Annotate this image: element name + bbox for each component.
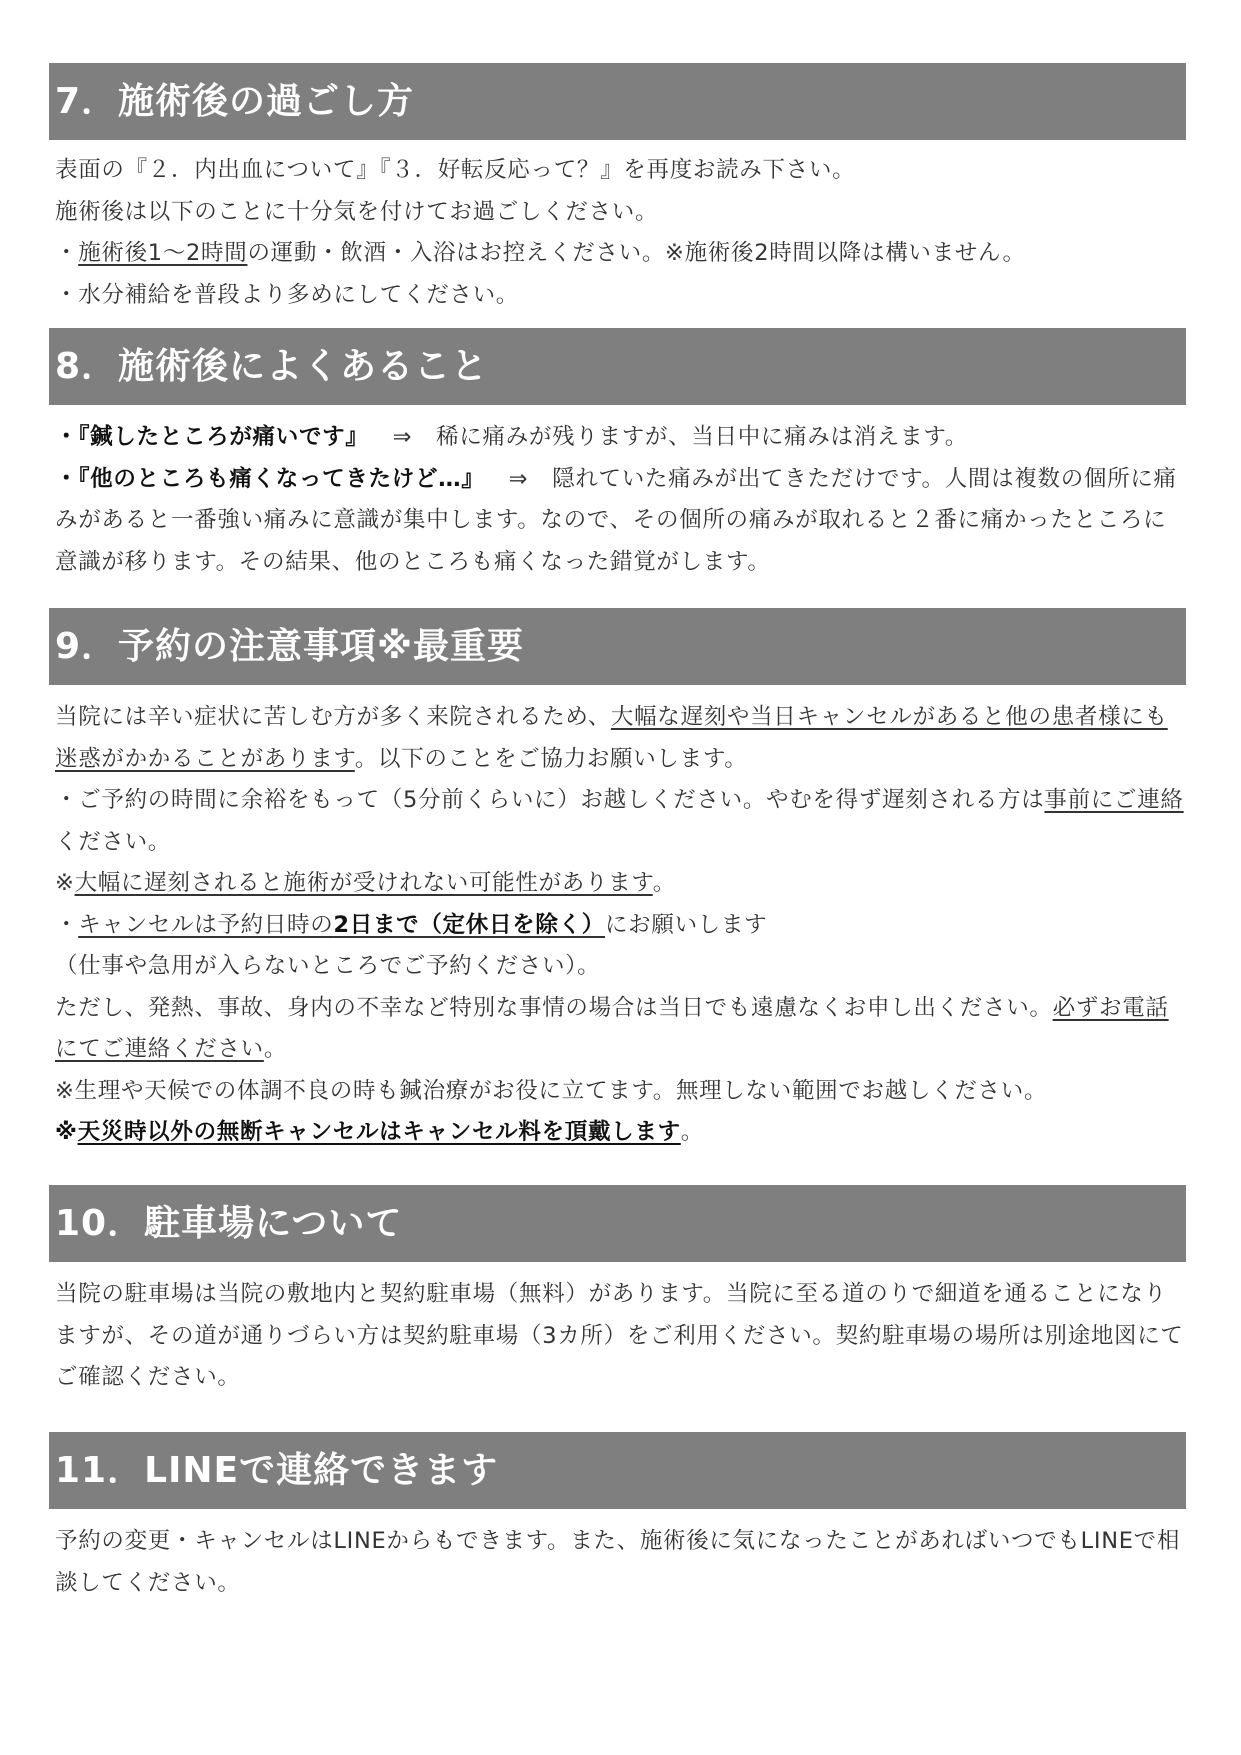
section-9-body [49,697,1186,1154]
underlined-text: 事前にご連絡 [1044,787,1184,813]
underlined-text: 大幅な遅刻や当日キャンセルがあると他の患者様にも迷惑がかかることがあります [55,704,1168,772]
bullet-item [55,780,1184,863]
faq-answer: 隠れていた痛みが出てきただけです。人間は複数の個所に痛みがあると一番強い痛みに意識が集中します。なので、その個所の痛みが取れると２番に痛かったところに意識が移ります。その結果、他のところも痛くなった錯覚がします。 [55,465,1177,575]
arrow-icon: ⇒ [392,424,413,450]
text: の運動・飲酒・入浴はお控えください。※施術後2時間以降は構いません。 [247,240,1026,266]
arrow-icon: ⇒ [508,465,529,492]
paragraph [55,697,1184,780]
section-9-heading: 9．予約の注意事項※最重要 [49,608,1186,685]
faq-question: 『他のところも痛くなってきたけど…』 [78,465,485,492]
section-9 [49,608,1186,1154]
text: 。 [680,1119,704,1145]
section-10-heading: 10．駐車場について [49,1185,1186,1262]
underlined-text: 大幅に遅刻されると施術が受けれない可能性があります [74,870,653,896]
section-7 [49,63,1186,316]
note: ※生理や天候での体調不良の時も鍼治療がお役に立てます。無理しない範囲でお越しください。 [55,1077,1048,1104]
text: 。以下のことをご協力お願いします。 [354,745,748,772]
section-11 [49,1432,1186,1604]
faq-question: 『鍼したところが痛いです』 [78,424,369,450]
section-10 [49,1185,1186,1399]
note [55,863,1184,905]
text: 。 [652,870,676,896]
section-11-body [49,1521,1186,1604]
text: にお願いします [604,911,768,938]
section-11-heading: 11．LINEで連絡できます [49,1432,1186,1509]
section-10-body [49,1274,1186,1399]
underlined-text: 施術後1〜2時間 [78,240,248,266]
bullet-item [55,905,1184,947]
text: ・ [55,911,79,938]
bullet: ・ [55,424,79,450]
paragraph: （仕事や急用が入らないところでご予約ください）。 [55,953,601,979]
section-7-body [49,150,1186,316]
underlined-text [78,912,605,938]
faq-item [55,459,1184,584]
underlined-text: 必ずお電話にてご連絡ください [55,994,1169,1062]
paragraph: 表面の『２．内出血について』『３．好転反応って？』を再度お読み下さい。 [55,157,856,183]
paragraph: 当院の駐車場は当院の敷地内と契約駐車場（無料）があります。当院に至る道のりで細道を通ることになりますが、その道が通りづらい方は契約駐車場（3カ所）をご利用ください。契約駐車場の場所は別途地図にてご確認ください。 [55,1281,1184,1390]
paragraph: 予約の変更・キャンセルはLINEからもできます。また、施術後に気になったことがあればいつでもLINEで相談してください。 [55,1528,1181,1596]
note [55,1112,1184,1154]
bold-text: 2日まで（定休日を除く） [333,911,605,938]
text: キャンセルは予約日時の [78,911,334,938]
section-7-heading: 7．施術後の過ごし方 [49,63,1186,140]
bullet-item [55,233,1184,275]
section-8 [49,328,1186,583]
paragraph [55,988,1184,1071]
bullet: ・ [55,240,79,266]
bold-underlined-text: 天災時以外の無断キャンセルはキャンセル料を頂戴します [77,1119,681,1145]
text: ください。 [55,828,172,855]
bullet: ・ [55,465,79,492]
section-8-heading: 8．施術後によくあること [49,328,1186,405]
text: ※ [55,870,75,896]
text: 。 [263,1036,288,1062]
section-8-body [49,417,1186,583]
faq-answer: 稀に痛みが残りますが、当日中に痛みは消えます。 [436,424,968,450]
text: ※ [55,1119,78,1145]
text: ただし、発熱、事故、身内の不幸など特別な事情の場合は当日でも遠慮なくお申し出ください。 [55,994,1053,1021]
text: ・ご予約の時間に余裕をもって（5分前くらいに）お越しください。やむを得ず遅刻される方は [55,787,1045,813]
faq-item [55,417,1184,459]
paragraph: 施術後は以下のことに十分気を付けてお過ごしください。 [55,198,659,225]
bullet-item: ・水分補給を普段より多めにしてください。 [55,281,520,308]
text: 当院には辛い症状に苦しむ方が多く来院されるため、 [55,704,611,730]
